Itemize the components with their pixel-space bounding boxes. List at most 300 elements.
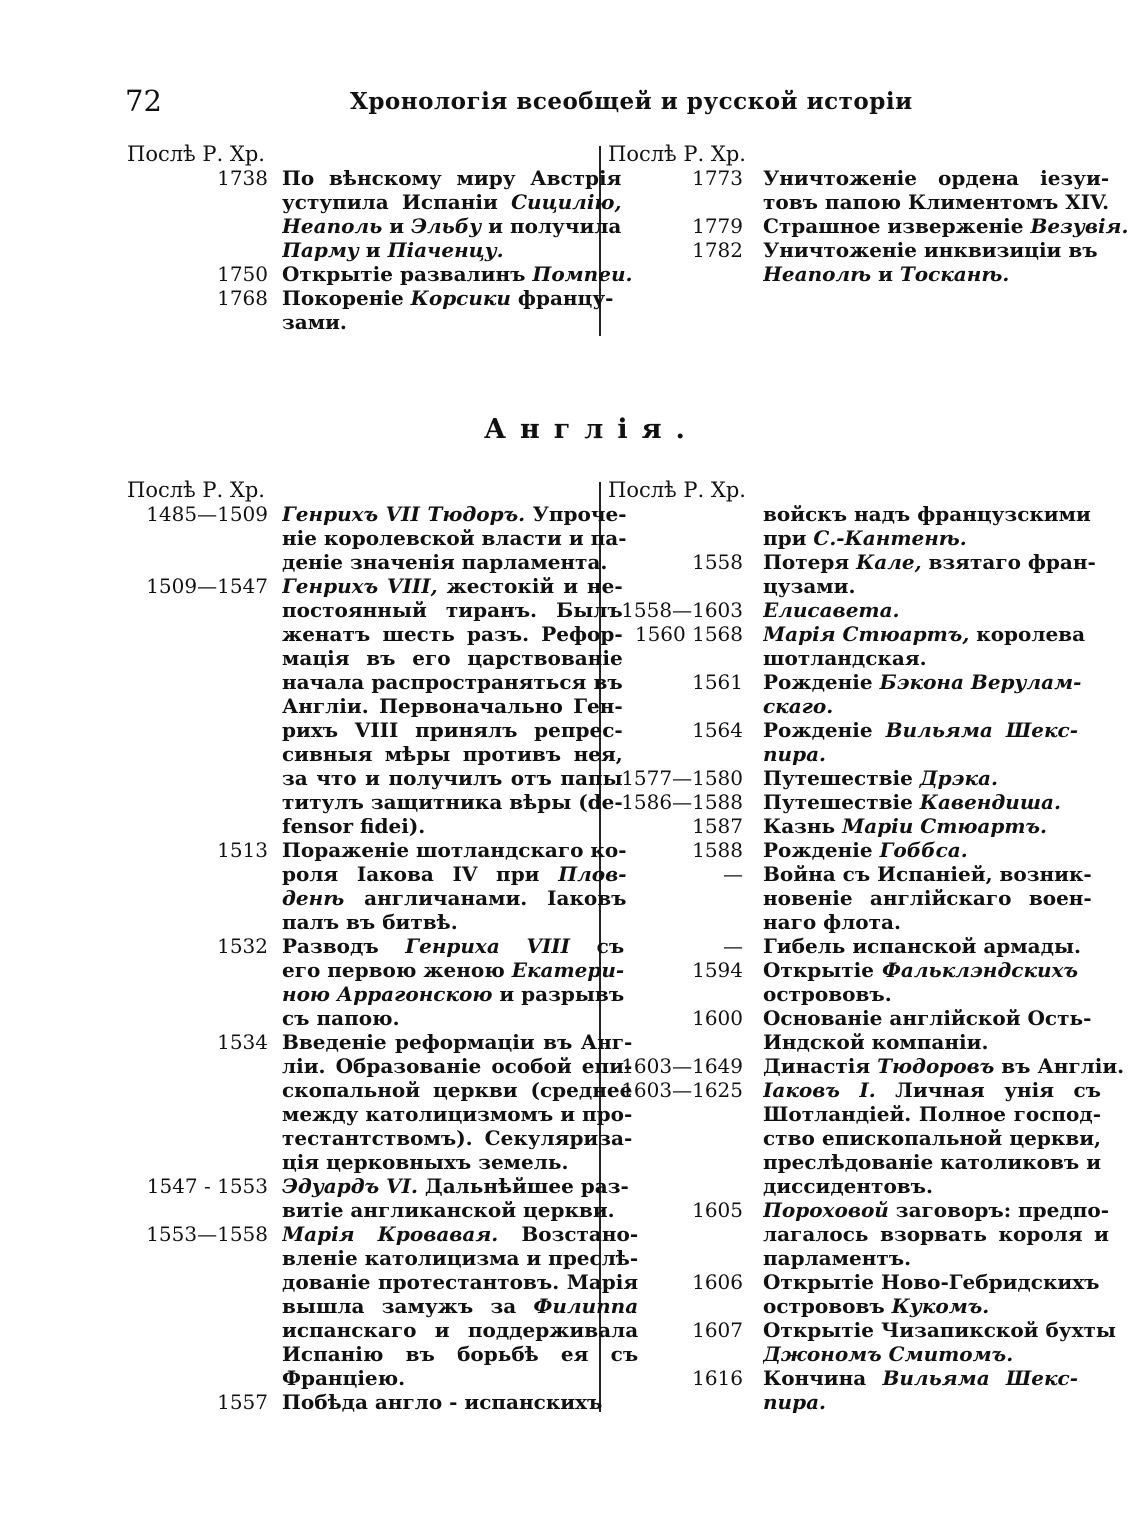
entry-year: — [723, 934, 743, 958]
text-run: королева [969, 622, 1086, 646]
entry-line [282, 670, 623, 694]
text-run: Основаніе англійской Ость- [763, 1006, 1092, 1030]
entry-line [763, 502, 1091, 526]
text-run: По вѣнскому миру Австрія [282, 166, 622, 190]
text-run: въ Англіи. [994, 1054, 1125, 1078]
entry-year: 1773 [692, 166, 743, 190]
chronology-entry [127, 286, 614, 334]
section-title: Англія. [484, 414, 699, 445]
chronology-entry [608, 718, 1078, 766]
italic-name: Везувія. [1030, 214, 1129, 238]
entry-line [763, 1102, 1101, 1126]
entry-year: 1782 [692, 238, 743, 262]
entry-line [763, 1366, 1078, 1390]
italic-name: Неаполь [282, 214, 383, 238]
italic-name: Сицилію, [511, 190, 622, 214]
entry-line [282, 1198, 629, 1222]
chronology-entry [608, 790, 1078, 814]
entry-line [282, 766, 623, 790]
top-right-column [608, 142, 1129, 286]
text-run: Индской компаніи. [763, 1030, 989, 1054]
text-run: постоянный тиранъ. Былъ [282, 598, 623, 622]
entry-line [763, 550, 1096, 574]
entry-line [763, 910, 1092, 934]
text-run: Англіи. Первоначально Ген- [282, 694, 623, 718]
entry-line [763, 526, 1091, 550]
entry-year: 1534 [217, 1030, 268, 1054]
entry-line [763, 1078, 1101, 1102]
entry-line [282, 1294, 638, 1318]
text-run: Уничтоженіе ордена іезуи- [763, 166, 1110, 190]
text-run: Введеніе реформаціи въ Анг- [282, 1030, 633, 1054]
chronology-entry [127, 1222, 639, 1390]
text-run: съ папою. [282, 1006, 400, 1030]
entry-year: 1607 [692, 1318, 743, 1342]
entry-line [282, 526, 627, 550]
entry-text [751, 814, 1078, 838]
chronology-entry [608, 166, 1110, 214]
entry-text [270, 934, 624, 1030]
entry-text [751, 166, 1109, 214]
text-run: и [382, 214, 412, 238]
text-run: заговоръ: предпо- [888, 1198, 1109, 1222]
entry-year: 1553—1558 [146, 1222, 268, 1246]
text-run: Открытіе [763, 958, 882, 982]
chronology-entry [608, 502, 1091, 550]
italic-name: Джономъ Смитомъ. [763, 1342, 1014, 1366]
text-run: англичанами. Іаковъ [344, 886, 627, 910]
italic-name: Марія Кровавая. [282, 1222, 499, 1246]
text-run: Путешествіе [763, 766, 920, 790]
text-run: вленіе католицизма и преслѣ- [282, 1246, 639, 1270]
chronology-entry [608, 838, 1078, 862]
entry-line [763, 190, 1109, 214]
text-run: сивныя мѣры противъ нея, [282, 742, 623, 766]
entry-year: 1558 [692, 550, 743, 574]
italic-name: Фальклэндскихъ [881, 958, 1078, 982]
text-run: новеніе англійскаго воен- [763, 886, 1092, 910]
entry-year [608, 502, 751, 550]
entry-text [270, 574, 623, 838]
entry-year: 1616 [692, 1366, 743, 1390]
text-run: зами. [282, 310, 347, 334]
text-run: Дальнѣйшее раз- [417, 1174, 629, 1198]
italic-name: Кавендиша. [919, 790, 1061, 814]
entry-line [282, 1270, 638, 1294]
text-run: Уничтоженіе инквизиціи въ [763, 238, 1098, 262]
entry-text [751, 670, 1081, 718]
entry-line [763, 1246, 1109, 1270]
entry-year: 1603—1649 [621, 1054, 743, 1078]
text-run: и [871, 262, 900, 286]
text-run: Путешествіе [763, 790, 920, 814]
entry-text [270, 1390, 602, 1414]
text-run: испанскаго и поддерживала [282, 1318, 639, 1342]
italic-name: Пороховой [763, 1198, 889, 1222]
entry-text [751, 934, 1081, 958]
entry-year: 1750 [217, 262, 268, 286]
chronology-entry [608, 598, 1078, 622]
entry-year: 1560 1568 [634, 622, 743, 646]
entry-line [282, 286, 613, 310]
page-number: 72 [125, 84, 162, 118]
italic-name: Генриха VIII [405, 934, 571, 958]
chronology-entry [608, 1318, 1116, 1366]
entry-text [751, 1198, 1109, 1270]
entry-year: 1605 [692, 1198, 743, 1222]
text-run: уступила Испаніи [282, 190, 512, 214]
entry-line [282, 1246, 638, 1270]
top-left-column [127, 142, 633, 334]
entry-line [282, 1174, 629, 1198]
text-run: Возстано- [498, 1222, 639, 1246]
chronology-entry [127, 502, 627, 574]
text-run: цузами. [763, 574, 856, 598]
entry-line [282, 1390, 602, 1414]
text-run: шотландская. [763, 646, 927, 670]
text-run: между католицизмомъ и про- [282, 1102, 633, 1126]
entry-line [282, 1318, 638, 1342]
entry-line [763, 1150, 1101, 1174]
text-run: Упроче- [525, 502, 627, 526]
chronology-entry [608, 1198, 1109, 1270]
chronology-entry [608, 1078, 1102, 1198]
entry-line [763, 1294, 1099, 1318]
italic-name: Генрихъ VIII, [282, 574, 438, 598]
england-right-column [608, 478, 1125, 1414]
entry-line [763, 790, 1078, 814]
text-run: деніе значенія парламента. [282, 550, 608, 574]
italic-name: Піаченцу. [387, 238, 504, 262]
text-run: Открытіе Ново-Гебридскихъ [763, 1270, 1100, 1294]
italic-name: Корсики [410, 286, 511, 310]
entry-line [763, 862, 1092, 886]
text-run: Династія [763, 1054, 878, 1078]
entry-year: 1768 [217, 286, 268, 310]
era-label: Послѣ Р. Хр. [127, 478, 265, 502]
italic-name: пира. [763, 1390, 826, 1414]
text-run: роля Іакова IV при [282, 862, 559, 886]
text-run: Потеря [763, 550, 857, 574]
text-run: Разводъ [282, 934, 406, 958]
entry-text [751, 1270, 1099, 1318]
chronology-entry [127, 1030, 633, 1174]
era-label: Послѣ Р. Хр. [127, 142, 265, 166]
text-run: и разрывъ [492, 982, 625, 1006]
chronology-entry [608, 934, 1081, 958]
italic-name: Елисавета. [763, 598, 900, 622]
text-run: парламентъ. [763, 1246, 912, 1270]
italic-name: скаго. [763, 694, 834, 718]
entry-line [763, 694, 1081, 718]
italic-name: Помпеи. [532, 262, 633, 286]
entry-line [282, 310, 613, 334]
entry-line [763, 718, 1078, 742]
text-run: fensor fidei). [282, 814, 426, 838]
entry-line [282, 934, 624, 958]
entry-line [282, 166, 621, 190]
entry-year: 1577—1580 [621, 766, 743, 790]
entry-text [270, 286, 613, 334]
entry-line [282, 814, 623, 838]
entry-text [751, 1366, 1078, 1414]
entry-text [751, 550, 1096, 598]
entry-line [282, 598, 623, 622]
entry-line [763, 262, 1098, 286]
text-run: и получила [481, 214, 622, 238]
chronology-entry [127, 574, 623, 838]
entry-line [282, 838, 627, 862]
entry-line [282, 1222, 638, 1246]
italic-name: Плов- [558, 862, 627, 886]
text-run: жестокій и не- [437, 574, 623, 598]
entry-line [282, 1030, 632, 1054]
italic-name: Бэкона Верулам- [879, 670, 1082, 694]
entry-line [282, 262, 632, 286]
italic-name: Кукомъ. [891, 1294, 990, 1318]
text-run: ліи. Образованіе особой епи- [282, 1054, 633, 1078]
chronology-entry [127, 934, 625, 1030]
text-run: при [763, 526, 814, 550]
entry-text [751, 622, 1085, 670]
text-run: ція церковныхъ земель. [282, 1150, 569, 1174]
entry-line [763, 1390, 1078, 1414]
italic-name: Парму [282, 238, 359, 262]
chronology-entry [608, 1054, 1125, 1078]
era-label: Послѣ Р. Хр. [608, 478, 746, 502]
england-left-column [127, 478, 639, 1414]
text-run: преслѣдованіе католиковъ и [763, 1150, 1102, 1174]
italic-name: Вильяма Шекс- [885, 718, 1078, 742]
entry-text [270, 502, 627, 574]
entry-text [270, 1222, 638, 1390]
entry-text [270, 1030, 632, 1174]
entry-line [282, 1054, 632, 1078]
chronology-entry [127, 838, 627, 934]
italic-name: Іаковъ I. [763, 1078, 876, 1102]
entry-text [270, 838, 627, 934]
entry-year: 1564 [692, 718, 743, 742]
text-run: Побѣда англо - испанскихъ [282, 1390, 603, 1414]
entry-text [751, 598, 1078, 622]
text-run: титулъ защитника вѣры (de- [282, 790, 623, 814]
entry-line [763, 670, 1081, 694]
text-run: Кончина [763, 1366, 883, 1390]
entry-year: 1561 [692, 670, 743, 694]
chronology-entry [127, 1174, 629, 1222]
text-run: Открытіе развалинъ [282, 262, 533, 286]
text-run: скопальной церкви (среднее [282, 1078, 633, 1102]
text-run: францу- [510, 286, 614, 310]
entry-line [763, 574, 1096, 598]
entry-line [282, 550, 627, 574]
chronology-entry [608, 214, 1129, 238]
text-run: Рожденіе [763, 838, 880, 862]
italic-name: Дрэка. [919, 766, 998, 790]
italic-name: ною Аррагонскою [282, 982, 493, 1006]
text-run: войскъ надъ французскими [763, 502, 1091, 526]
entry-line [763, 1006, 1091, 1030]
running-head: Хронологія всеобщей и русской исторіи [350, 88, 913, 115]
entry-line [763, 214, 1128, 238]
entry-line [282, 1102, 632, 1126]
entry-text [751, 1006, 1091, 1054]
italic-name: Маріи Стюартъ. [842, 814, 1047, 838]
entry-line [763, 1198, 1109, 1222]
entry-line [282, 1150, 632, 1174]
text-run: Страшное изверженіе [763, 214, 1031, 238]
entry-text [270, 1174, 629, 1222]
italic-name: Тюдоровъ [877, 1054, 995, 1078]
text-run: Открытіе Чизапикской бухты [763, 1318, 1116, 1342]
entry-line [282, 1126, 632, 1150]
text-run: его первою женою [282, 958, 512, 982]
text-run: витіе англиканской церкви. [282, 1198, 615, 1222]
entry-line [763, 646, 1085, 670]
entry-line [282, 646, 623, 670]
entry-line [282, 502, 627, 526]
chronology-entry [608, 958, 1078, 1006]
entry-line [282, 1342, 638, 1366]
chronology-entry [608, 550, 1096, 598]
entry-text [751, 1078, 1101, 1198]
entry-line [282, 886, 627, 910]
text-run: за что и получилъ отъ папы [282, 766, 623, 790]
italic-name: Эдуардъ VI. [282, 1174, 418, 1198]
entry-text [751, 838, 1078, 862]
entry-line [763, 166, 1109, 190]
entry-year: 1547 - 1553 [146, 1174, 268, 1198]
entry-line [763, 1222, 1109, 1246]
text-run: начала распространяться въ [282, 670, 623, 694]
entry-year: 1738 [217, 166, 268, 190]
entry-text [751, 1318, 1116, 1366]
entry-year: 1603—1625 [621, 1078, 743, 1102]
text-run: наго флота. [763, 910, 901, 934]
entry-year: 1594 [692, 958, 743, 982]
entry-text [751, 862, 1092, 934]
chronology-entry [608, 670, 1082, 718]
entry-year: 1509—1547 [146, 574, 268, 598]
entry-line [763, 886, 1092, 910]
entry-line [763, 838, 1078, 862]
chronology-entry [608, 766, 1078, 790]
entry-year: 1606 [692, 1270, 743, 1294]
entry-year: — [723, 862, 743, 886]
entry-line [282, 1366, 638, 1390]
text-run: взятаго фран- [921, 550, 1096, 574]
entry-line [763, 1126, 1101, 1150]
chronology-entry [127, 262, 633, 286]
italic-name: Кале, [856, 550, 922, 574]
italic-name: Вильяма Шекс- [882, 1366, 1078, 1390]
text-run: Рожденіе [763, 670, 880, 694]
italic-name: денѣ [282, 886, 345, 910]
entry-year: 1588 [692, 838, 743, 862]
entry-line [282, 982, 624, 1006]
entry-line [282, 238, 621, 262]
entry-line [282, 1078, 632, 1102]
text-run: палъ въ битвѣ. [282, 910, 458, 934]
text-run: Пораженіе шотландскаго ко- [282, 838, 627, 862]
chronology-entry [127, 166, 622, 262]
italic-name: Марія Стюартъ, [763, 622, 970, 646]
entry-year: 1532 [217, 934, 268, 958]
entry-text [751, 790, 1078, 814]
entry-year: 1600 [692, 1006, 743, 1030]
italic-name: Неаполѣ [763, 262, 872, 286]
chronology-entry [608, 238, 1098, 286]
text-run: Покореніе [282, 286, 411, 310]
entry-year: 1513 [217, 838, 268, 862]
text-run: Война съ Испаніей, возник- [763, 862, 1092, 886]
text-run: и [358, 238, 388, 262]
text-run: Испанію въ борьбѣ ея съ [282, 1342, 639, 1366]
entry-year: 1586—1588 [621, 790, 743, 814]
entry-text [751, 214, 1128, 238]
italic-name: Филиппа [533, 1294, 639, 1318]
italic-name: С.-Кантенѣ. [813, 526, 967, 550]
entry-line [282, 718, 623, 742]
entry-line [763, 238, 1098, 262]
entry-line [763, 622, 1085, 646]
entry-line [763, 1174, 1101, 1198]
entry-line [763, 982, 1078, 1006]
entry-line [763, 598, 1078, 622]
chronology-entry [608, 622, 1086, 670]
italic-name: Тосканѣ. [899, 262, 1010, 286]
entry-line [763, 1342, 1116, 1366]
italic-name: Гоббса. [879, 838, 968, 862]
entry-year: 1485—1509 [146, 502, 268, 526]
entry-line [282, 574, 623, 598]
text-run: вышла замужъ за [282, 1294, 534, 1318]
entry-line [763, 1030, 1091, 1054]
entry-line [282, 742, 623, 766]
entry-line [763, 742, 1078, 766]
entry-year: 1587 [692, 814, 743, 838]
text-run: Рожденіе [763, 718, 886, 742]
entry-line [282, 214, 621, 238]
chronology-entry [608, 1270, 1100, 1318]
text-run: Личная унія съ [875, 1078, 1102, 1102]
entry-text [270, 262, 632, 286]
text-run: Франціею. [282, 1366, 406, 1390]
text-run: товъ папою Климентомъ XIV. [763, 190, 1110, 214]
entry-line [763, 766, 1078, 790]
entry-text [751, 1054, 1124, 1078]
entry-text [751, 238, 1098, 286]
italic-name: Эльбу [411, 214, 482, 238]
entry-line [763, 1270, 1099, 1294]
text-run: лагалось взорвать короля и [763, 1222, 1109, 1246]
entry-year: 1557 [217, 1390, 268, 1414]
text-run: мація въ его царствованіе [282, 646, 623, 670]
era-label: Послѣ Р. Хр. [608, 142, 746, 166]
entry-line [763, 934, 1081, 958]
text-run: диссидентовъ. [763, 1174, 933, 1198]
text-run: женатъ шесть разъ. Рефор- [282, 622, 623, 646]
text-run: Гибель испанской армады. [763, 934, 1081, 958]
text-run: съ [570, 934, 625, 958]
entry-line [763, 1054, 1124, 1078]
entry-line [763, 814, 1078, 838]
entry-text [270, 166, 621, 262]
entry-text [751, 958, 1078, 1006]
chronology-entry [608, 814, 1078, 838]
text-run: острововъ [763, 1294, 892, 1318]
text-run: ство епископальной церкви, [763, 1126, 1102, 1150]
